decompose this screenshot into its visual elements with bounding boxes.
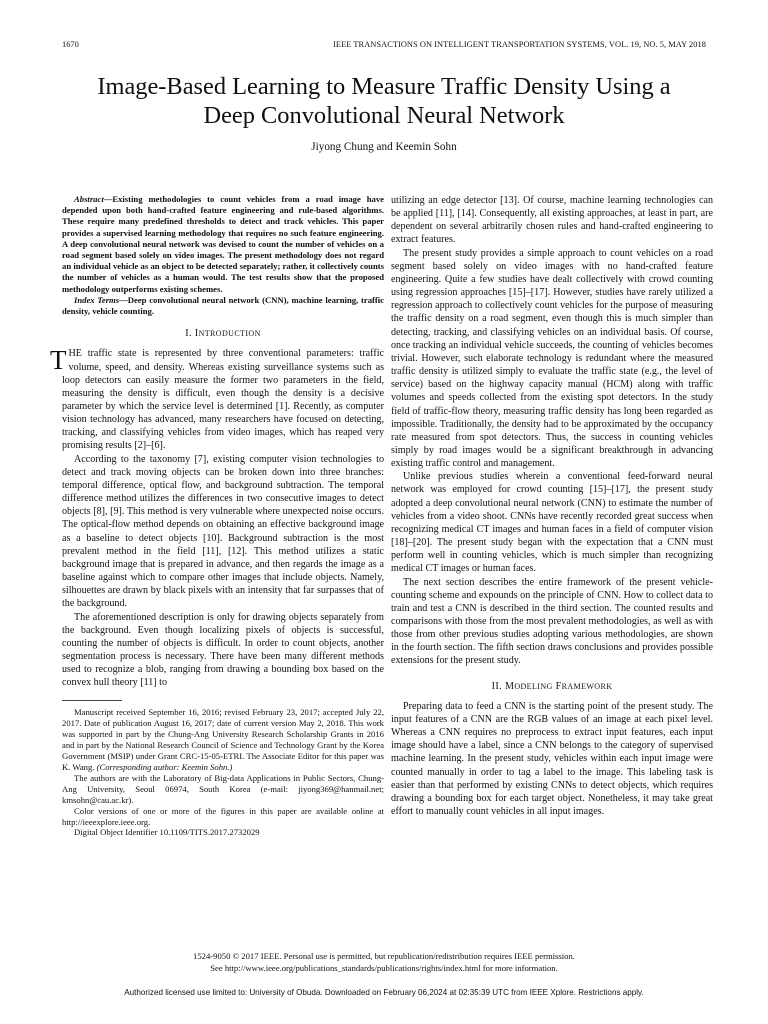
left-column: [50, 194, 384, 838]
section-heading-initial: M: [504, 680, 515, 692]
right-column: [391, 194, 713, 818]
section-heading-modeling-framework: [391, 680, 713, 693]
section-numeral: I.: [185, 328, 195, 340]
section-heading-smallcaps: ODELING: [514, 681, 553, 691]
right-paragraph-4: The next section describes the entire framework of the present vehicle-counting scheme and expounds on the principle of CNN. How to collect data to train and test a CNN is described in the third section. The counted results and comparisons with those from the most prevalent methodologies, as well as with those from other previous studies adopting various methodologies, are shown in the fourth section. The fifth section draws conclusions and provides possible extensions for the present study.: [391, 576, 713, 667]
copyright-notice: [40, 951, 728, 974]
corresponding-author: (Corresponding author: Keemin Sohn.): [96, 761, 233, 772]
index-terms-label: Index Terms: [74, 294, 120, 305]
index-terms: [62, 295, 384, 317]
section-heading-initial: I: [194, 328, 199, 340]
section-numeral: II.: [491, 680, 505, 692]
copyright-line-1: 1524-9050 © 2017 IEEE. Personal use is permitted, but republication/redistribution requires IEEE permission.: [193, 951, 575, 961]
intro-paragraph-3: The aforementioned description is only for drawing objects separately from the background. Even though localizing pixels of objects is successful, counting the number of objects is difficult. In order to count objects, another segmentation process is necessary. There have been many different methods used to recognize a blob, ranging from drawing a bounding box based on the convex hull theory [11] to: [62, 611, 384, 689]
abstract-label: Abstract: [74, 194, 104, 204]
abstract: [62, 194, 384, 295]
section-heading-smallcaps: NTRODUCTION: [198, 329, 261, 339]
footnote-manuscript: [62, 707, 384, 772]
section-heading-smallcaps: RAMEWORK: [561, 681, 613, 691]
right-paragraph-5: Preparing data to feed a CNN is the starting point of the present study. The input features of a CNN are the RGB values of an image at each pixel level. Whereas a CNN requires no preprocess to extract input features, each input image should have a label, since a CNN belongs to the category of supervised machine learning. In the present study, vehicles within each input image were counted manually in order to tag a label to the image. This labeling task is easier than that performed by existing CNNs to detect objects, which requires drawing a bounding box for each target object. Nonetheless, it may take great effort to manually count vehicles in all input images.: [391, 700, 713, 818]
paper-authors: Jiyong Chung and Keemin Sohn: [311, 141, 457, 153]
footnote-doi: Digital Object Identifier 10.1109/TITS.2017.2732029: [74, 827, 260, 838]
license-watermark: Authorized licensed use limited to: University of Obuda. Downloaded on February 06,2024 at 02:35:39 UTC from IEEE Xplore. Restrictions apply.: [124, 988, 644, 997]
paper-title: [40, 72, 728, 130]
abstract-text: —Existing methodologies to count vehicles from a road image have depended upon both hand-crafted feature engineering and rule-based algorithms. These require many predefined thresholds to detect and track vehicles. This paper provides a supervised learning methodology that requires no such feature engineering. A deep convolutional neural network was devised to count the number of vehicles on a road segment based solely on video images. The present methodology does not regard an individual vehicle as an object to be detected separately; rather, it collectively counts the number of vehicles as a human would. The test results show that the proposed methodology outperforms existing schemes.: [62, 194, 384, 294]
paper-title-line-1: Image-Based Learning to Measure Traffic Density Using a: [97, 73, 671, 100]
copyright-line-2: See http://www.ieee.org/publications_standards/publications/rights/index.html for more information.: [210, 962, 558, 973]
index-terms-text: —Deep convolutional neural network (CNN), machine learning, traffic density, vehicle counting.: [62, 294, 384, 317]
footnote-divider: [62, 700, 122, 701]
paper-title-line-2: Deep Convolutional Neural Network: [203, 102, 565, 129]
intro-paragraph-1: [50, 345, 384, 452]
section-heading-introduction: [62, 327, 384, 340]
page-number: 1670: [62, 40, 79, 49]
footnote-manuscript-text: Manuscript received September 16, 2016; revised February 23, 2017; accepted July 22, 2017. Date of publication August 16, 2017; date of current version May 2, 2018. This work was supported in part by the Chung-Ang University Research Scholarship Grants in 2016 and in part by the National Research Council of Science and Technology Grant by the Korea Government (MSIP) under Grant CRC-15-05-ETRI. The Associate Editor for this paper was K. Wang.: [62, 707, 384, 772]
drop-cap: T: [50, 345, 67, 376]
right-paragraph-1: utilizing an edge detector [13]. Of course, machine learning technologies can be applied [11], [14]. Consequently, all existing approaches, at least in part, are dependent on several arbitrarily chosen rules and hand-crafted engineering to extract features.: [391, 195, 713, 246]
section-heading-initial: F: [555, 680, 562, 692]
right-paragraph-2: The present study provides a simple approach to count vehicles on a road segment based solely on video images with no hand-crafted feature engineering. Quite a few studies have dealt collectively with crowd counting using regression approaches [15]–[17]. However, studies have rarely utilized a regression approach to collectively count vehicles for the purpose of measuring the traffic density on a road segment, even though this is much simpler than detecting, tracking, and classifying vehicles on an individual basis. Of course, once tracking an individual vehicle succeeds, the counting of vehicles becomes trivial. However, such elaborate technology is redundant where the measured traffic density is utilized simply to evaluate the traffic state (e.g., the level of service) based on the highway capacity manual (HCM) along with traffic volumes and speeds collected from the existing spot detectors. In the study field of traffic-flow theory, measuring traffic density has long been regarded as impossible. Traditionally, the density had to be approximated by the occupancy rate measured from spot detectors. Thus, the success in counting vehicles simply by road images would be a significant breakthrough in advancing existing traffic control and management.: [391, 247, 713, 470]
footnote-affiliation: The authors are with the Laboratory of Big-data Applications in Public Sectors, Chung-Ang University, Seoul 06974, South Korea (e-mail: jiyong369@hanmail.net; kmsohn@cau.ac.kr).: [62, 772, 384, 805]
footnote-color-versions: Color versions of one or more of the figures in this paper are available online at http://ieeexplore.ieee.org.: [62, 805, 384, 827]
intro-paragraph-2: According to the taxonomy [7], existing computer vision technologies to detect and track moving objects can be broken down into three branches: temporal difference, optical flow, and background subtraction. The temporal difference method utilizes the differences in two consecutive images to detect objects [8], [9]. This method is very vulnerable where unexpected noise occurs. The optical-flow method depends on obtaining an effective background image as a baseline to detect objects [10]. Background subtraction is the most prevalent method in the field [11], [12]. This method utilizes a static background image that is prepared in advance, and then regards the image as a baseline against which to compare other images that include objects. Namely, silhouettes are drawn by black pixels with an intensity that far surpasses that of the background.: [62, 453, 384, 610]
right-paragraph-3: Unlike previous studies wherein a conventional feed-forward neural network was employed for crowd counting [15]–[17], the present study adopted a deep convolutional neural network (CNN) to estimate the number of vehicles from a video shoot. CNNs have recently recorded great success when recognizing medical CT images and human faces in a field of computer vision [18]–[20]. The present study began with the expectation that a CNN must perform well in counting vehicles, which is much simpler than recognizing medical CT images or human faces.: [391, 471, 713, 575]
journal-header: IEEE TRANSACTIONS ON INTELLIGENT TRANSPORTATION SYSTEMS, VOL. 19, NO. 5, MAY 2018: [333, 40, 706, 49]
intro-paragraph-1-text: HE traffic state is represented by three conventional parameters: traffic volume, speed, and density. Whereas existing surveillance systems such as loop detectors can easily measure the former two parameters in the field, measuring the density is difficult, even though the density is a decisive parameter by which the service level is determined [1]. Recently, as computer vision technology has advanced, many researchers have focused on detecting, tracking, and classifying vehicles from video images, which has reaped very promising results [2]–[6].: [62, 348, 384, 452]
